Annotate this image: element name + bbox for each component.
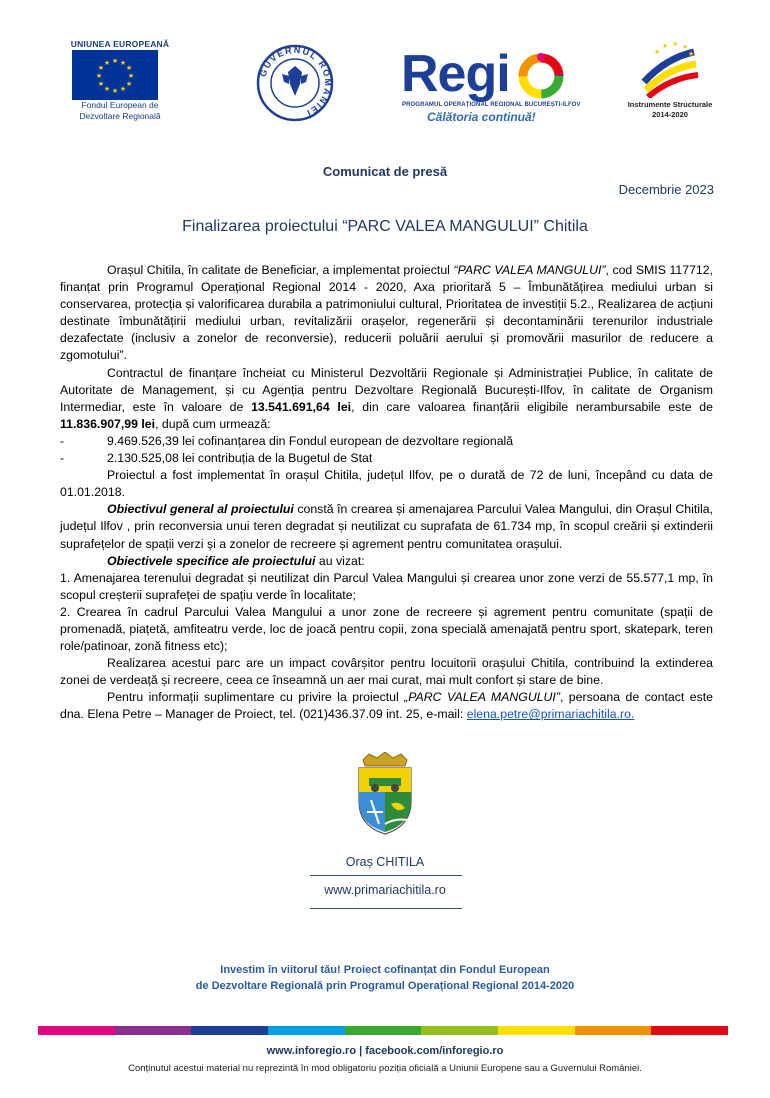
paragraph-general-objective: Obiectivul general al proiectului constă în crearea și amenajarea Parcului Valea Mangului, din Orașul Chitila, județul Ilfov , prin reconversia unui teren degradat și neutilizat cu suprafata de 61.734 mp, în scopul creării și extinderii suprafețelor de spații verzi și a zonelor de recreere și agrement pentru comunitatea orașului. <box>60 502 713 551</box>
contact-email-link[interactable]: elena.petre@primariachitila.ro. <box>466 707 635 722</box>
svg-text:★: ★ <box>672 40 679 48</box>
paragraph-contract: Contractul de finanțare încheiat cu Ministerul Dezvoltării Regionale și Administrației Publice, în calitate de Autoritate de Management, și cu Agenția pentru Dezvoltare Regională București-Ilfov, în calitate de Organism Intermediar, este în valoare de 13.541.691,64 lei, din care valoarea finanțării eligibile nerambursabile este de 11.836.907,99 lei, după cum urmează: <box>60 365 713 431</box>
svg-text:★: ★ <box>119 85 127 93</box>
svg-text:★: ★ <box>119 59 127 67</box>
svg-text:★: ★ <box>111 87 119 95</box>
svg-text:GUVERNUL ROMÂNIEI: GUVERNUL ROMÂNIEI <box>257 44 334 119</box>
page-title: Finalizarea proiectului “PARC VALEA MANGULUI” Chitila <box>182 218 588 235</box>
regio-logo-word: Regi <box>401 45 510 103</box>
regio-o-icon <box>518 53 564 99</box>
list-item: - 2.130.525,08 lei contribuția de la Bugetul de Stat <box>60 451 373 466</box>
stripe-segment <box>498 1026 575 1035</box>
paragraph-duration: Proiectul a fost implementat în orașul Chitila, județul Ilfov, pe o durată de 72 de luni, începând cu data de 01.01.2018. <box>60 468 713 500</box>
stripe-segment <box>38 1026 115 1035</box>
svg-text:★: ★ <box>688 50 695 58</box>
svg-text:★: ★ <box>95 72 103 80</box>
release-date: Decembrie 2023 <box>618 182 714 197</box>
objective-item-2: 2. Crearea în cadrul Parcului Valea Mangului a unor zone de recreere și agrement pentru comunitate (spații de promenadă, piațetă, amfiteatru verde, loc de joacă pentru copii, zona specială amenajată pentru sport, skatepark, teren role/patinoar, zonă fitness etc); <box>60 604 713 654</box>
regio-program-label: PROGRAMUL OPERAȚIONAL REGIONAL BUCUREȘTI-ILFOV <box>402 102 581 108</box>
eu-logo-title: UNIUNEA EUROPEANĂ <box>70 39 170 49</box>
paragraph-specific-objectives: Obiectivele specifice ale proiectului au vizat: <box>107 553 365 568</box>
svg-text:★: ★ <box>103 85 111 93</box>
stripe-segment <box>268 1026 345 1035</box>
disclaimer: Conținutul acestui material nu reprezintă în mod obligatoriu poziția oficială a Uniunii Europene sau a Guvernului României. <box>128 1063 642 1074</box>
structural-instruments-caption: Instrumente Structurale 2014-2020 <box>627 100 713 119</box>
paragraph-contact: Pentru informații suplimentare cu privire la proiectul „PARC VALEA MANGULUI”, persoana de contact este dna. Elena Petre – Manager de Proiect, tel. (021)436.37.09 int. 25, e-mail: elena.petre@primariachitila.ro. <box>60 690 713 722</box>
svg-text:★: ★ <box>125 64 133 72</box>
svg-text:★: ★ <box>111 57 119 65</box>
svg-text:★: ★ <box>127 72 135 80</box>
regio-tagline: Călătoria continuă! <box>427 110 536 124</box>
svg-text:★: ★ <box>654 48 661 56</box>
paragraph-impact: Realizarea acestui parc are un impact covârșitor pentru locuitorii orașului Chitila, contribuind la extinderea zonei de verdeață și recreere, ceea ce înseamnă un aer mai curat, mai mult confort și stare de bine. <box>60 656 713 688</box>
objective-item-1: 1. Amenajarea terenului degradat și neutilizat din Parcul Valea Mangului și crearea unor zone verzi de 55.577,1 mp, în scopul creșterii suprafeței de spațiu verde în localitate; <box>60 570 713 602</box>
town-website-link[interactable]: www.primariachitila.ro <box>324 883 446 897</box>
list-item: - 9.469.526,39 lei cofinanțarea din Fondul european de dezvoltare regională <box>60 433 514 448</box>
svg-text:★: ★ <box>97 64 105 72</box>
structural-instruments-icon <box>636 40 700 98</box>
stripe-segment <box>575 1026 652 1035</box>
stripe-segment <box>651 1026 728 1035</box>
svg-text:★: ★ <box>662 42 669 50</box>
press-release-label: Comunicat de presă <box>322 164 448 179</box>
color-stripe <box>38 1026 728 1035</box>
svg-text:★: ★ <box>103 59 111 67</box>
paragraph-intro: Orașul Chitila, în calitate de Beneficiar, a implementat proiectul “PARC VALEA MANGULUI”, cod SMIS 117712, finanțat prin Programul Operațional Regional 2014 - 2020, Axa prioritară 5 – Îmbunătățirea mediului urban si conservarea, protecția și valorificarea durabila a patrimoniului cultural, Prioritatea de investiții 5.2., Realizarea de acțiuni destinate îmbunătățirii mediului urban, revitalizării orașelor, regenerării și decontaminării terenurilor industriale dezafectate (inclusiv a zonelor de reconversie), reducerii poluării aerului și promovării masurilor de reducere a zgomotului”. <box>60 263 713 363</box>
stripe-segment <box>421 1026 498 1035</box>
stripe-segment <box>115 1026 192 1035</box>
government-seal-icon <box>256 44 334 122</box>
funding-statement: Investim în viitorul tău! Proiect cofinanțat din Fondul European de Dezvoltare Regională prin Programul Operațional Regional 2014-2020 <box>195 964 575 992</box>
stripe-segment <box>191 1026 268 1035</box>
divider <box>310 875 462 876</box>
svg-text:★: ★ <box>125 80 133 88</box>
town-name: Oraș CHITILA <box>345 855 425 869</box>
eu-flag-icon <box>72 50 158 100</box>
chitila-coat-of-arms-icon <box>355 752 415 836</box>
stripe-segment <box>345 1026 422 1035</box>
footer-links[interactable]: www.inforegio.ro | facebook.com/inforegio.ro <box>266 1045 504 1057</box>
svg-text:★: ★ <box>97 80 105 88</box>
divider <box>310 908 462 909</box>
eu-logo-caption: Fondul European de Dezvoltare Regională <box>79 100 161 121</box>
body-text <box>60 262 713 724</box>
svg-text:★: ★ <box>682 43 689 51</box>
